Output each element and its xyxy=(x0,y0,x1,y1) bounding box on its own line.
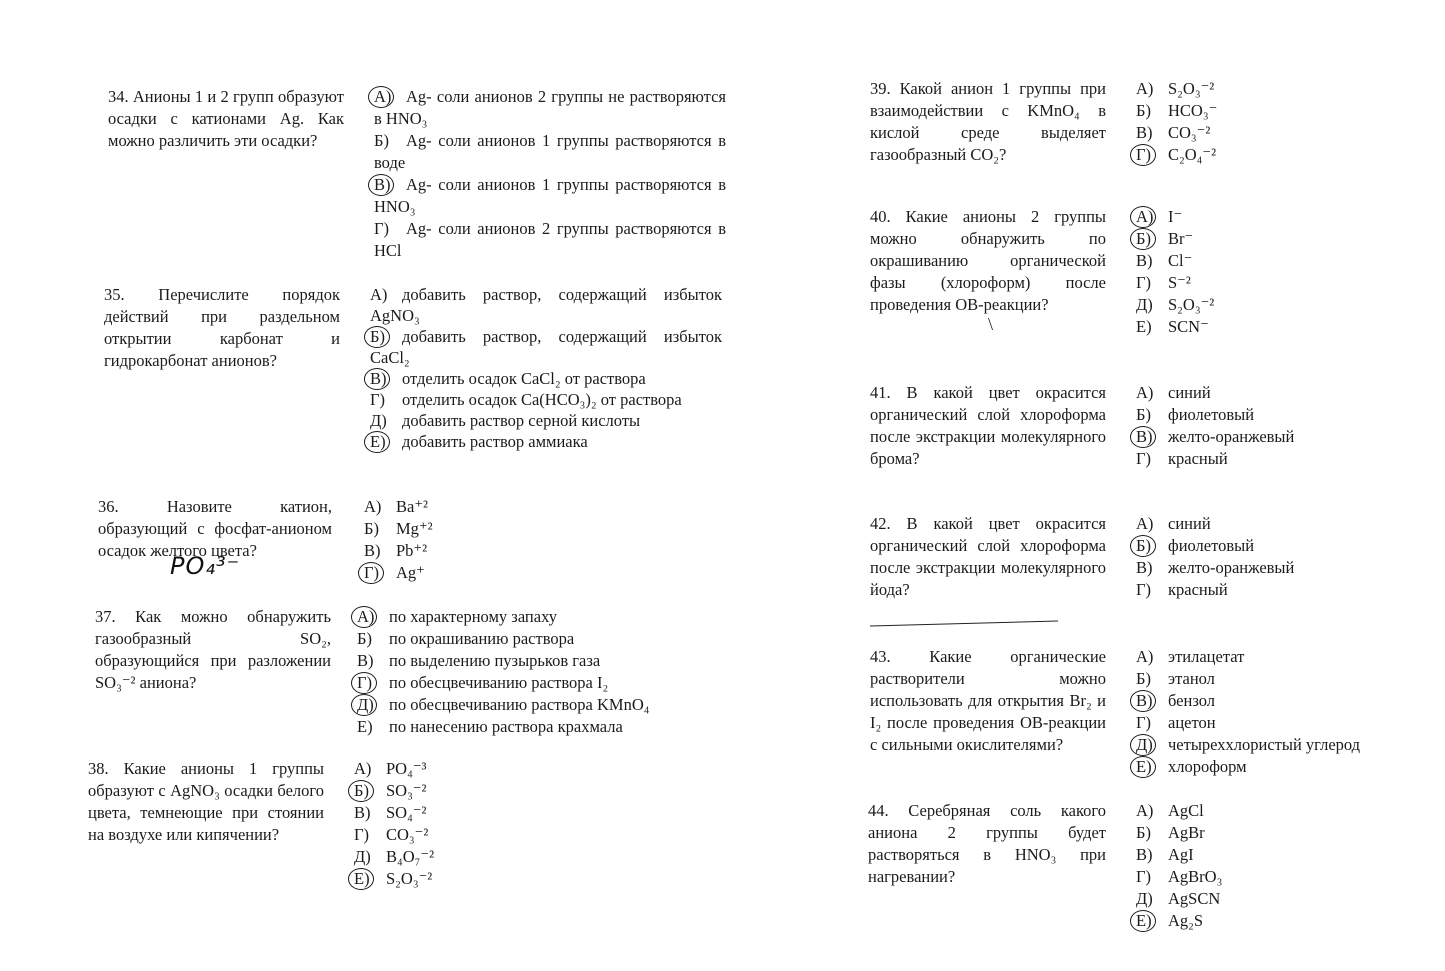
option-34-a[interactable]: А) Ag- соли анионов 2 группы не растворяются в HNO₃ xyxy=(374,86,726,130)
option-40-e[interactable]: Е) SCN⁻ xyxy=(1136,317,1209,336)
question-38-text: 38. Какие анионы 1 группы образуют с AgNO₃ осадки белого цвета, темнеющие при стоянии на воздухе или кипячении? xyxy=(88,759,324,844)
option-39-g[interactable]: Г) C₂O₄⁻² xyxy=(1136,144,1256,166)
option-39-b[interactable]: Б) HCO₃⁻ xyxy=(1136,101,1218,120)
option-37-g[interactable]: Г) по обесцвечиванию раствора I₂ xyxy=(357,672,717,694)
option-40-g[interactable]: Г) S⁻² xyxy=(1136,273,1191,292)
option-43-d[interactable]: Д) четыреххлористый углерод xyxy=(1136,734,1416,756)
option-40-a[interactable]: А) I⁻ xyxy=(1136,206,1256,228)
option-42-a[interactable]: А) синий xyxy=(1136,514,1211,533)
option-39-v[interactable]: В) CO₃⁻² xyxy=(1136,123,1211,142)
option-34-g[interactable]: Г) Ag- соли анионов 2 группы растворяются в HCl xyxy=(374,219,726,260)
question-39-options xyxy=(1136,78,1256,166)
option-34-b[interactable]: Б) Ag- соли анионов 1 группы растворяются в воде xyxy=(374,131,726,172)
option-36-v[interactable]: В) Pb⁺² xyxy=(364,541,428,560)
question-37-text: 37. Как можно обнаружить газообразный SO₂, образующийся при разложении SO₃⁻² аниона? xyxy=(95,607,331,692)
question-44-text: 44. Серебряная соль какого аниона 2 группы будет растворяться в HNO₃ при нагревании? xyxy=(868,801,1106,886)
option-38-e[interactable]: Е) S₂O₃⁻² xyxy=(354,868,474,890)
option-44-e[interactable]: Е) Ag₂S xyxy=(1136,910,1256,932)
option-35-g[interactable]: Г) отделить осадок Ca(HCO₃)₂ от раствора xyxy=(370,390,682,409)
question-36-text: 36. Назовите катион, образующий с фосфат-анионом осадок желтого цвета? xyxy=(98,497,332,560)
option-42-v[interactable]: В) желто-оранжевый xyxy=(1136,558,1295,577)
question-38-options xyxy=(354,758,474,890)
option-44-g[interactable]: Г) AgBrO₃ xyxy=(1136,867,1223,886)
option-44-b[interactable]: Б) AgBr xyxy=(1136,823,1205,842)
question-42-text: 42. В какой цвет окрасится органический слой хлороформа после экстракции молекулярного йода? xyxy=(870,514,1106,599)
option-38-a[interactable]: А) PO₄⁻³ xyxy=(354,759,427,778)
option-43-v[interactable]: В) бензол xyxy=(1136,690,1416,712)
option-39-a[interactable]: А) S₂O₃⁻² xyxy=(1136,79,1215,98)
question-37-options xyxy=(357,606,717,738)
option-42-b[interactable]: Б) фиолетовый xyxy=(1136,535,1346,557)
question-42-options xyxy=(1136,513,1346,601)
option-38-b[interactable]: Б) SO₃⁻² xyxy=(354,780,474,802)
handwritten-underline xyxy=(870,621,1058,627)
option-34-v[interactable]: В) Ag- соли анионов 1 группы растворяются в HNO₃ xyxy=(374,174,726,218)
handwritten-tick: \ xyxy=(988,314,994,334)
option-44-a[interactable]: А) AgCl xyxy=(1136,801,1204,820)
option-43-e[interactable]: Е) хлороформ xyxy=(1136,756,1416,778)
option-41-b[interactable]: Б) фиолетовый xyxy=(1136,405,1255,424)
option-41-a[interactable]: А) синий xyxy=(1136,383,1211,402)
option-40-v[interactable]: В) Cl⁻ xyxy=(1136,251,1193,270)
option-43-a[interactable]: А) этилацетат xyxy=(1136,647,1245,666)
option-44-v[interactable]: В) AgI xyxy=(1136,845,1194,864)
question-39-text: 39. Какой анион 1 группы при взаимодействии с KMnO₄ в кислой среде выделяет газообразный CO₂? xyxy=(870,79,1106,164)
option-36-b[interactable]: Б) Mg⁺² xyxy=(364,519,433,538)
question-40-options xyxy=(1136,206,1256,338)
option-38-d[interactable]: Д) B₄O₇⁻² xyxy=(354,847,435,866)
question-44-options xyxy=(1136,800,1256,932)
option-35-d[interactable]: Д) добавить раствор серной кислоты xyxy=(370,411,641,430)
question-43-text: 43. Какие органические растворители можно использовать для открытия Br₂ и I₂ после проведения ОВ-реакции с сильными окислителями? xyxy=(870,647,1106,754)
option-40-b[interactable]: Б) Br⁻ xyxy=(1136,228,1256,250)
option-41-v[interactable]: В) желто-оранжевый xyxy=(1136,426,1346,448)
option-42-g[interactable]: Г) красный xyxy=(1136,580,1228,599)
question-40-text: 40. Какие анионы 2 группы можно обнаружить по окрашиванию органической фазы (хлороформ) после проведения ОВ-реакции? xyxy=(870,207,1106,314)
option-44-d[interactable]: Д) AgSCN xyxy=(1136,889,1221,908)
question-36-options xyxy=(364,496,484,584)
option-37-b[interactable]: Б) по окрашиванию раствора xyxy=(357,629,575,648)
option-36-a[interactable]: А) Ba⁺² xyxy=(364,497,428,516)
option-37-d[interactable]: Д) по обесцвечиванию раствора KMnO₄ xyxy=(357,694,717,716)
option-38-g[interactable]: Г) CO₃⁻² xyxy=(354,825,429,844)
option-43-g[interactable]: Г) ацетон xyxy=(1136,713,1216,732)
option-35-e[interactable]: Е) добавить раствор аммиака xyxy=(370,431,722,452)
option-38-v[interactable]: В) SO₄⁻² xyxy=(354,803,427,822)
option-41-g[interactable]: Г) красный xyxy=(1136,449,1228,468)
option-35-v[interactable]: В) отделить осадок CaCl₂ от раствора xyxy=(370,368,722,389)
option-37-e[interactable]: Е) по нанесению раствора крахмала xyxy=(357,717,623,736)
question-35-options xyxy=(370,284,722,452)
handwritten-answer: PO₄³⁻ xyxy=(170,552,241,580)
question-34-options xyxy=(374,86,726,262)
option-37-v[interactable]: В) по выделению пузырьков газа xyxy=(357,651,601,670)
option-43-b[interactable]: Б) этанол xyxy=(1136,669,1215,688)
option-36-g[interactable]: Г) Ag⁺ xyxy=(364,562,484,584)
option-35-a[interactable]: А) добавить раствор, содержащий избыток AgNO₃ xyxy=(370,285,722,325)
question-35-text: 35. Перечислите порядок действий при раздельном открытии карбонат и гидрокарбонат анионов? xyxy=(104,285,340,370)
option-37-a[interactable]: А) по характерному запаху xyxy=(357,606,717,628)
option-35-b[interactable]: Б) добавить раствор, содержащий избыток CaCl₂ xyxy=(370,326,722,368)
question-34-text: 34. Анионы 1 и 2 групп образуют осадки с катионами Ag. Как можно различить эти осадки? xyxy=(108,87,344,150)
option-40-d[interactable]: Д) S₂O₃⁻² xyxy=(1136,295,1215,314)
question-41-text: 41. В какой цвет окрасится органический слой хлороформа после экстракции молекулярного брома? xyxy=(870,383,1106,468)
question-43-options xyxy=(1136,646,1416,778)
question-41-options xyxy=(1136,382,1346,470)
